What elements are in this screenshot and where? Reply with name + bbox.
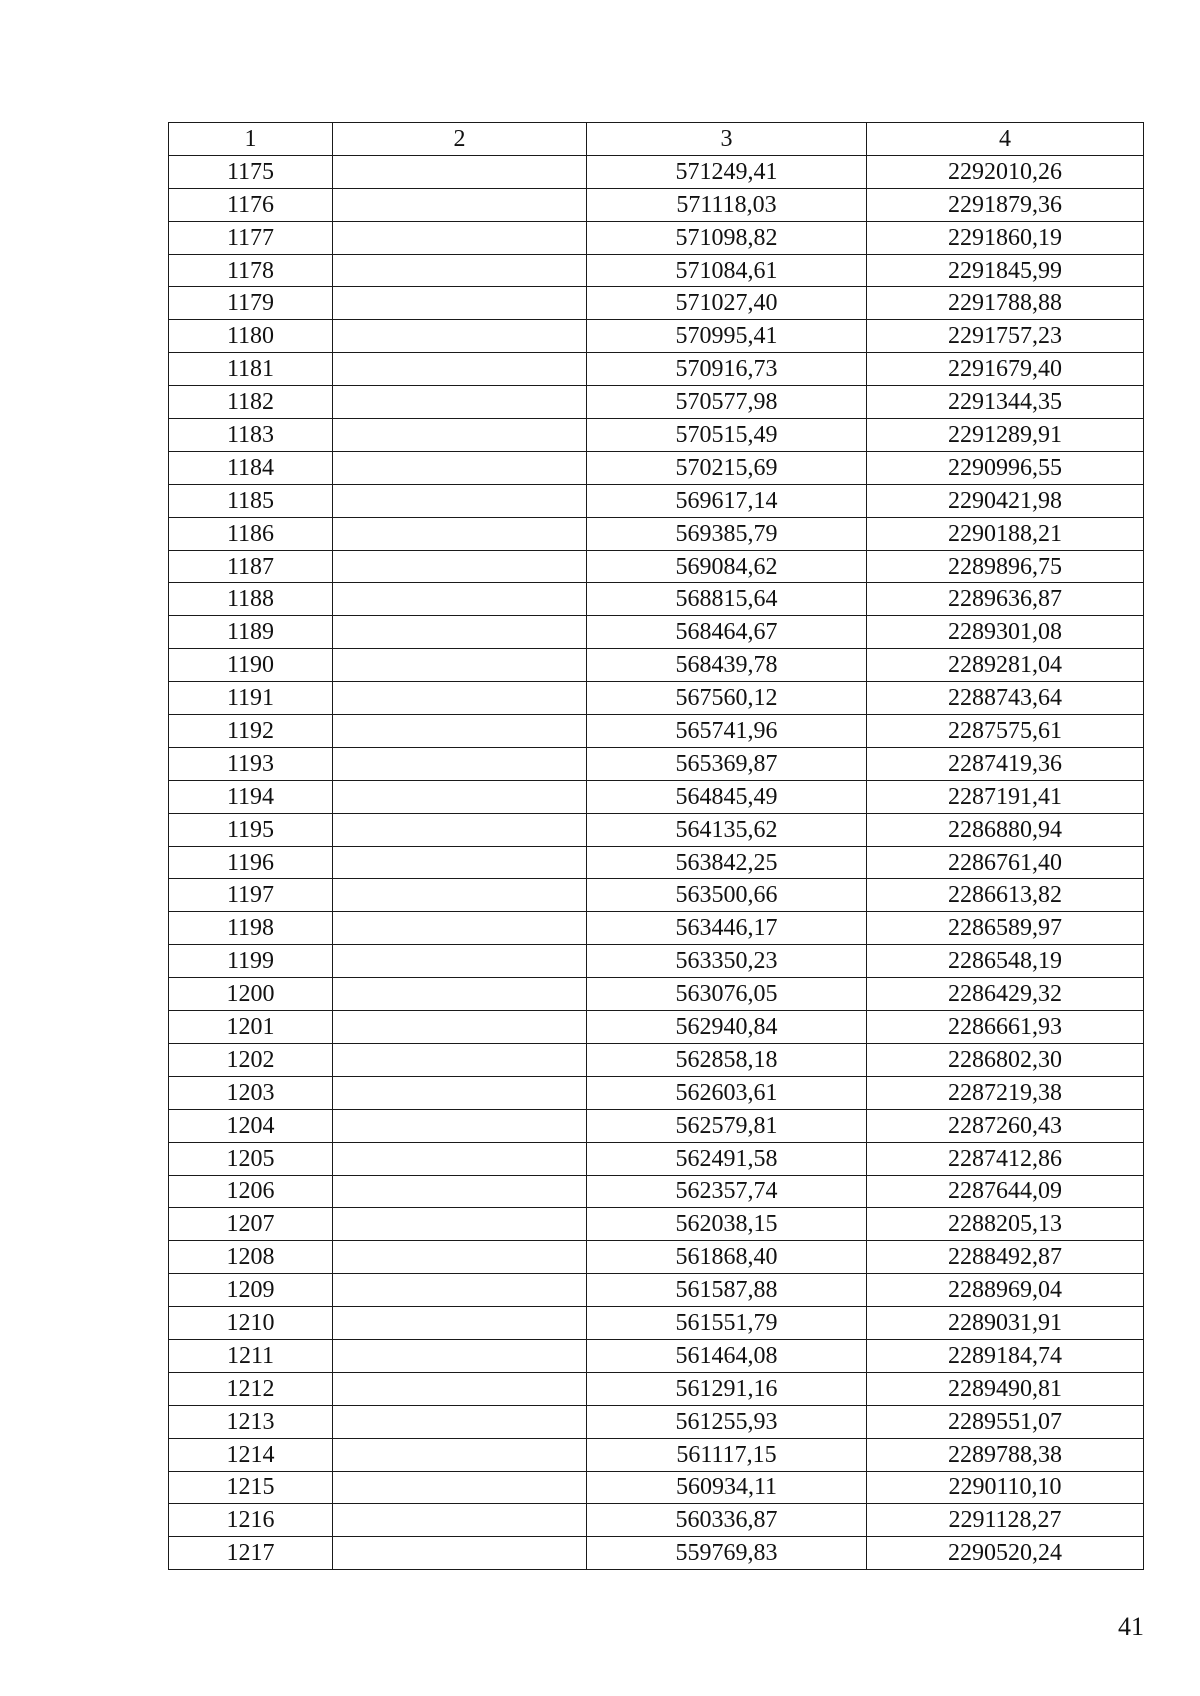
x-coordinate-cell: 565369,87 [587, 747, 867, 780]
column-2-cell [333, 1076, 587, 1109]
table-row [169, 1405, 1144, 1438]
column-2-cell [333, 1372, 587, 1405]
y-coordinate-cell: 2288205,13 [867, 1208, 1144, 1241]
table-row [169, 879, 1144, 912]
column-2-cell [333, 484, 587, 517]
y-coordinate-cell: 2286880,94 [867, 813, 1144, 846]
column-2-cell [333, 550, 587, 583]
y-coordinate-cell: 2290996,55 [867, 451, 1144, 484]
point-number-cell: 1176 [169, 188, 333, 221]
x-coordinate-cell: 570215,69 [587, 451, 867, 484]
table-row [169, 945, 1144, 978]
x-coordinate-cell: 568439,78 [587, 649, 867, 682]
y-coordinate-cell: 2287419,36 [867, 747, 1144, 780]
y-coordinate-cell: 2286548,19 [867, 945, 1144, 978]
table-row [169, 1241, 1144, 1274]
point-number-cell: 1213 [169, 1405, 333, 1438]
column-2-cell [333, 353, 587, 386]
point-number-cell: 1178 [169, 254, 333, 287]
column-2-cell [333, 386, 587, 419]
table-row [169, 1208, 1144, 1241]
table-row [169, 1471, 1144, 1504]
column-2-cell [333, 583, 587, 616]
y-coordinate-cell: 2287191,41 [867, 780, 1144, 813]
x-coordinate-cell: 569617,14 [587, 484, 867, 517]
column-2-cell [333, 254, 587, 287]
x-coordinate-cell: 571118,03 [587, 188, 867, 221]
point-number-cell: 1206 [169, 1175, 333, 1208]
y-coordinate-cell: 2291679,40 [867, 353, 1144, 386]
column-2-cell [333, 1043, 587, 1076]
column-2-cell [333, 879, 587, 912]
y-coordinate-cell: 2287260,43 [867, 1109, 1144, 1142]
x-coordinate-cell: 571027,40 [587, 287, 867, 320]
table-row [169, 583, 1144, 616]
y-coordinate-cell: 2289301,08 [867, 616, 1144, 649]
table-body [169, 155, 1144, 1569]
y-coordinate-cell: 2291879,36 [867, 188, 1144, 221]
x-coordinate-cell: 571084,61 [587, 254, 867, 287]
y-coordinate-cell: 2289281,04 [867, 649, 1144, 682]
y-coordinate-cell: 2287644,09 [867, 1175, 1144, 1208]
table-row [169, 1076, 1144, 1109]
point-number-cell: 1185 [169, 484, 333, 517]
table-row [169, 1438, 1144, 1471]
y-coordinate-cell: 2290421,98 [867, 484, 1144, 517]
point-number-cell: 1187 [169, 550, 333, 583]
point-number-cell: 1197 [169, 879, 333, 912]
point-number-cell: 1196 [169, 846, 333, 879]
table-row [169, 1504, 1144, 1537]
y-coordinate-cell: 2290110,10 [867, 1471, 1144, 1504]
column-header-4: 4 [867, 123, 1144, 156]
y-coordinate-cell: 2288743,64 [867, 682, 1144, 715]
table-row [169, 1175, 1144, 1208]
x-coordinate-cell: 562858,18 [587, 1043, 867, 1076]
y-coordinate-cell: 2291757,23 [867, 320, 1144, 353]
x-coordinate-cell: 559769,83 [587, 1537, 867, 1570]
point-number-cell: 1215 [169, 1471, 333, 1504]
point-number-cell: 1195 [169, 813, 333, 846]
column-2-cell [333, 780, 587, 813]
column-2-cell [333, 1241, 587, 1274]
x-coordinate-cell: 562579,81 [587, 1109, 867, 1142]
table-row [169, 155, 1144, 188]
y-coordinate-cell: 2289184,74 [867, 1339, 1144, 1372]
x-coordinate-cell: 570995,41 [587, 320, 867, 353]
y-coordinate-cell: 2291344,35 [867, 386, 1144, 419]
column-2-cell [333, 813, 587, 846]
y-coordinate-cell: 2286613,82 [867, 879, 1144, 912]
point-number-cell: 1202 [169, 1043, 333, 1076]
column-2-cell [333, 287, 587, 320]
x-coordinate-cell: 561291,16 [587, 1372, 867, 1405]
column-header-1: 1 [169, 123, 333, 156]
x-coordinate-cell: 570515,49 [587, 419, 867, 452]
column-2-cell [333, 1175, 587, 1208]
x-coordinate-cell: 568464,67 [587, 616, 867, 649]
table-row [169, 188, 1144, 221]
x-coordinate-cell: 561464,08 [587, 1339, 867, 1372]
x-coordinate-cell: 562940,84 [587, 1011, 867, 1044]
point-number-cell: 1194 [169, 780, 333, 813]
x-coordinate-cell: 564845,49 [587, 780, 867, 813]
table-row [169, 1372, 1144, 1405]
column-2-cell [333, 320, 587, 353]
y-coordinate-cell: 2288492,87 [867, 1241, 1144, 1274]
y-coordinate-cell: 2286429,32 [867, 978, 1144, 1011]
point-number-cell: 1203 [169, 1076, 333, 1109]
y-coordinate-cell: 2291128,27 [867, 1504, 1144, 1537]
y-coordinate-cell: 2287575,61 [867, 715, 1144, 748]
y-coordinate-cell: 2287412,86 [867, 1142, 1144, 1175]
point-number-cell: 1186 [169, 517, 333, 550]
x-coordinate-cell: 561255,93 [587, 1405, 867, 1438]
table-row [169, 1307, 1144, 1340]
column-2-cell [333, 978, 587, 1011]
table-row [169, 715, 1144, 748]
column-2-cell [333, 1537, 587, 1570]
x-coordinate-cell: 562357,74 [587, 1175, 867, 1208]
column-2-cell [333, 1142, 587, 1175]
point-number-cell: 1179 [169, 287, 333, 320]
column-2-cell [333, 1405, 587, 1438]
header-row [169, 123, 1144, 156]
table-row [169, 1109, 1144, 1142]
table-row [169, 287, 1144, 320]
table-row [169, 221, 1144, 254]
column-2-cell [333, 221, 587, 254]
point-number-cell: 1200 [169, 978, 333, 1011]
x-coordinate-cell: 563500,66 [587, 879, 867, 912]
table-row [169, 254, 1144, 287]
column-2-cell [333, 1208, 587, 1241]
column-2-cell [333, 1307, 587, 1340]
y-coordinate-cell: 2291289,91 [867, 419, 1144, 452]
column-2-cell [333, 715, 587, 748]
column-header-2: 2 [333, 123, 587, 156]
column-2-cell [333, 1471, 587, 1504]
column-2-cell [333, 419, 587, 452]
column-2-cell [333, 682, 587, 715]
point-number-cell: 1208 [169, 1241, 333, 1274]
y-coordinate-cell: 2289636,87 [867, 583, 1144, 616]
x-coordinate-cell: 569084,62 [587, 550, 867, 583]
point-number-cell: 1193 [169, 747, 333, 780]
y-coordinate-cell: 2290188,21 [867, 517, 1144, 550]
column-2-cell [333, 1011, 587, 1044]
y-coordinate-cell: 2288969,04 [867, 1274, 1144, 1307]
y-coordinate-cell: 2289031,91 [867, 1307, 1144, 1340]
column-2-cell [333, 912, 587, 945]
column-2-cell [333, 846, 587, 879]
point-number-cell: 1191 [169, 682, 333, 715]
column-2-cell [333, 1504, 587, 1537]
point-number-cell: 1216 [169, 1504, 333, 1537]
point-number-cell: 1210 [169, 1307, 333, 1340]
y-coordinate-cell: 2287219,38 [867, 1076, 1144, 1109]
x-coordinate-cell: 562491,58 [587, 1142, 867, 1175]
point-number-cell: 1198 [169, 912, 333, 945]
point-number-cell: 1211 [169, 1339, 333, 1372]
x-coordinate-cell: 561117,15 [587, 1438, 867, 1471]
x-coordinate-cell: 562038,15 [587, 1208, 867, 1241]
x-coordinate-cell: 562603,61 [587, 1076, 867, 1109]
point-number-cell: 1201 [169, 1011, 333, 1044]
y-coordinate-cell: 2289896,75 [867, 550, 1144, 583]
y-coordinate-cell: 2289788,38 [867, 1438, 1144, 1471]
point-number-cell: 1181 [169, 353, 333, 386]
x-coordinate-cell: 569385,79 [587, 517, 867, 550]
column-2-cell [333, 1109, 587, 1142]
point-number-cell: 1180 [169, 320, 333, 353]
point-number-cell: 1199 [169, 945, 333, 978]
x-coordinate-cell: 560336,87 [587, 1504, 867, 1537]
point-number-cell: 1190 [169, 649, 333, 682]
y-coordinate-cell: 2289551,07 [867, 1405, 1144, 1438]
table-row [169, 451, 1144, 484]
y-coordinate-cell: 2291860,19 [867, 221, 1144, 254]
x-coordinate-cell: 563446,17 [587, 912, 867, 945]
x-coordinate-cell: 571249,41 [587, 155, 867, 188]
table-row [169, 649, 1144, 682]
page-number: 41 [1118, 1612, 1144, 1641]
y-coordinate-cell: 2289490,81 [867, 1372, 1144, 1405]
point-number-cell: 1175 [169, 155, 333, 188]
x-coordinate-cell: 563350,23 [587, 945, 867, 978]
y-coordinate-cell: 2290520,24 [867, 1537, 1144, 1570]
table-row [169, 780, 1144, 813]
x-coordinate-cell: 568815,64 [587, 583, 867, 616]
x-coordinate-cell: 563842,25 [587, 846, 867, 879]
table-row [169, 846, 1144, 879]
x-coordinate-cell: 563076,05 [587, 978, 867, 1011]
table-row [169, 419, 1144, 452]
y-coordinate-cell: 2286802,30 [867, 1043, 1144, 1076]
point-number-cell: 1209 [169, 1274, 333, 1307]
point-number-cell: 1212 [169, 1372, 333, 1405]
column-2-cell [333, 945, 587, 978]
x-coordinate-cell: 561587,88 [587, 1274, 867, 1307]
column-2-cell [333, 517, 587, 550]
x-coordinate-cell: 565741,96 [587, 715, 867, 748]
x-coordinate-cell: 567560,12 [587, 682, 867, 715]
column-2-cell [333, 188, 587, 221]
point-number-cell: 1207 [169, 1208, 333, 1241]
x-coordinate-cell: 560934,11 [587, 1471, 867, 1504]
point-number-cell: 1214 [169, 1438, 333, 1471]
column-2-cell [333, 1339, 587, 1372]
x-coordinate-cell: 571098,82 [587, 221, 867, 254]
table-row [169, 1274, 1144, 1307]
point-number-cell: 1189 [169, 616, 333, 649]
table-row [169, 1537, 1144, 1570]
y-coordinate-cell: 2286589,97 [867, 912, 1144, 945]
point-number-cell: 1183 [169, 419, 333, 452]
point-number-cell: 1184 [169, 451, 333, 484]
y-coordinate-cell: 2286661,93 [867, 1011, 1144, 1044]
table-row [169, 1011, 1144, 1044]
column-2-cell [333, 155, 587, 188]
table-header [169, 123, 1144, 156]
coordinates-table [168, 122, 1144, 1570]
table-row [169, 813, 1144, 846]
column-2-cell [333, 1438, 587, 1471]
table-row [169, 353, 1144, 386]
column-header-3: 3 [587, 123, 867, 156]
x-coordinate-cell: 564135,62 [587, 813, 867, 846]
table-row [169, 550, 1144, 583]
point-number-cell: 1204 [169, 1109, 333, 1142]
column-2-cell [333, 1274, 587, 1307]
column-2-cell [333, 451, 587, 484]
table-row [169, 747, 1144, 780]
table-row [169, 616, 1144, 649]
column-2-cell [333, 649, 587, 682]
table-row [169, 682, 1144, 715]
point-number-cell: 1177 [169, 221, 333, 254]
y-coordinate-cell: 2291845,99 [867, 254, 1144, 287]
point-number-cell: 1182 [169, 386, 333, 419]
point-number-cell: 1192 [169, 715, 333, 748]
table-row [169, 1142, 1144, 1175]
point-number-cell: 1217 [169, 1537, 333, 1570]
x-coordinate-cell: 561868,40 [587, 1241, 867, 1274]
point-number-cell: 1205 [169, 1142, 333, 1175]
column-2-cell [333, 747, 587, 780]
table-row [169, 1043, 1144, 1076]
point-number-cell: 1188 [169, 583, 333, 616]
table-row [169, 386, 1144, 419]
table-row [169, 517, 1144, 550]
y-coordinate-cell: 2292010,26 [867, 155, 1144, 188]
x-coordinate-cell: 561551,79 [587, 1307, 867, 1340]
x-coordinate-cell: 570577,98 [587, 386, 867, 419]
table-row [169, 1339, 1144, 1372]
y-coordinate-cell: 2286761,40 [867, 846, 1144, 879]
table-row [169, 978, 1144, 1011]
y-coordinate-cell: 2291788,88 [867, 287, 1144, 320]
table-row [169, 320, 1144, 353]
table-row [169, 484, 1144, 517]
column-2-cell [333, 616, 587, 649]
x-coordinate-cell: 570916,73 [587, 353, 867, 386]
table-row [169, 912, 1144, 945]
